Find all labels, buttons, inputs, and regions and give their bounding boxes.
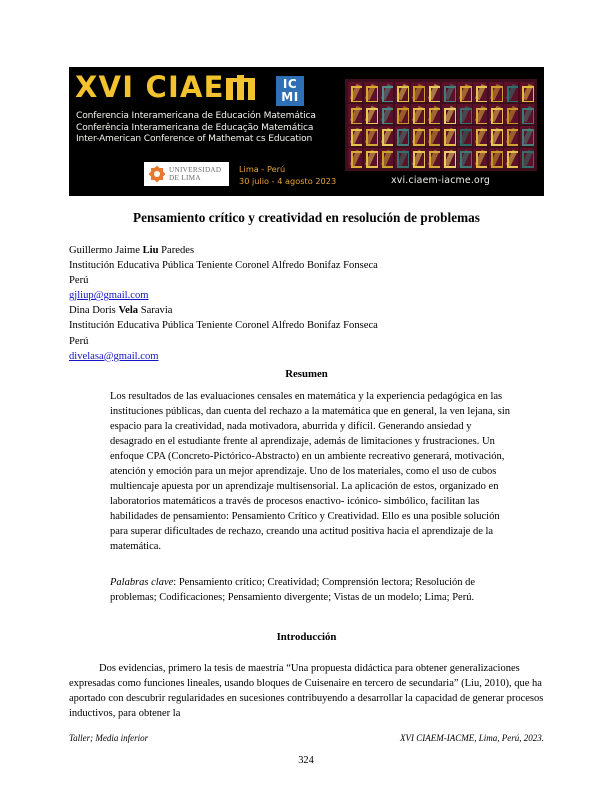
abstract-text: Los resultados de las evaluaciones censales en matemática y la experiencia pedagógica en las instituciones públicas, dan cuenta del rechazo a la matemática que en general, la ven lejana, sin espacio para la creatividad, nada motivadora, aburrida y difícil. Generando ansiedad y desagrado en el estudiante frente al aprendizaje, además de limitaciones y frustraciones. Un enfoque CPA (Concreto-Pictórico-Abstracto) en un ambiente recreativo generará, motivación, atención y emoción para un mejor aprendizaje. Uno de los materiales, como el uso de cubos multiencaje apuesta por un aprendizaje multisensorial. La aplicación de estos, organizado en laboratorios matemáticos a través de procesos enactivo- icónico- simbólico, facilitan las habilidades de pensamiento: Pensamiento Crítico y Creatividad. Ello es una posible solución para superar dificultades de rechazo, creando una actitud positiva hacia el aprendizaje de la matemática. — [110, 391, 510, 553]
author-surname: Liu — [142, 245, 159, 256]
mosaic-tile — [364, 126, 378, 146]
abstract-heading: Resumen — [285, 368, 328, 380]
mosaic-tile — [348, 148, 362, 168]
mosaic-tile — [379, 148, 393, 168]
author-block — [69, 243, 544, 364]
mosaic-tile — [364, 104, 378, 124]
mosaic-tile — [379, 126, 393, 146]
keywords-text: : Pensamiento crítico; Creatividad; Comprensión lectora; Resolución de problemas; Codificaciones; Pensamiento divergente; Vistas de un modelo; Lima; Perú. — [110, 577, 476, 604]
mosaic-tile — [489, 104, 503, 124]
mosaic-tile — [520, 148, 534, 168]
mosaic-tile — [489, 82, 503, 102]
author-country: Perú — [69, 335, 89, 347]
icmi-logo-line1: IC — [282, 77, 298, 91]
banner-dates: 30 julio - 4 agosto 2023 — [239, 176, 337, 186]
mosaic-tile — [504, 82, 518, 102]
mosaic-tile — [473, 104, 487, 124]
mosaic-tile — [348, 126, 362, 146]
mosaic-tile — [364, 82, 378, 102]
mosaic-tile — [504, 148, 518, 168]
author-name — [69, 243, 544, 258]
mosaic-tile — [426, 82, 440, 102]
icmi-logo — [276, 76, 304, 106]
author-email-link[interactable]: divelasa@gmail.com — [69, 350, 159, 362]
andean-mosaic-image — [345, 79, 537, 171]
author-given-name: Dina Doris — [69, 305, 119, 317]
universidad-de-lima-label — [169, 166, 221, 182]
mosaic-tile — [504, 104, 518, 124]
banner-subtitle-es: Conferencia Interamericana de Educación Matemática — [76, 111, 316, 121]
mosaic-tile — [395, 104, 409, 124]
icmi-logo-line2: MI — [281, 90, 299, 104]
author-surname: Vela — [118, 305, 139, 317]
introduction-paragraph: Dos evidencias, primero la tesis de maestría “Una propuesta didáctica para obtener generalizaciones expresadas como funciones lineales, usando bloques de Cuisenaire en tercero de secundaria” (Liu, 2010), que ha aportado con descubrir regularidades en sucesiones contribuyendo a desarrollar la capacidad de generar procesos inductivos, para obtener la — [69, 663, 544, 720]
mosaic-tile — [426, 148, 440, 168]
mosaic-tile — [520, 104, 534, 124]
mosaic-tile — [520, 126, 534, 146]
ciaem-logo-text: XVI CIAE — [75, 70, 225, 104]
mosaic-tile — [489, 126, 503, 146]
mosaic-tile — [395, 126, 409, 146]
mosaic-tile — [457, 104, 471, 124]
mosaic-tile — [379, 104, 393, 124]
banner-subtitle-pt: Conferência Interamericana de Educação Matemática — [76, 122, 314, 133]
conference-url: xvi.ciaem-iacme.org — [390, 175, 491, 186]
mosaic-tile — [348, 104, 362, 124]
universidad-de-lima-logo — [144, 162, 229, 186]
keywords-label: Palabras clave — [110, 577, 174, 588]
mosaic-tile — [411, 148, 425, 168]
footer-right-text: XVI CIAEM-IACME, Lima, Perú, 2023. — [400, 733, 544, 743]
banner-location: Lima - Perú — [239, 164, 286, 174]
mosaic-tile — [442, 82, 456, 102]
mosaic-tile — [473, 148, 487, 168]
mosaic-tile — [473, 126, 487, 146]
mosaic-tile — [364, 148, 378, 168]
mosaic-tile — [379, 82, 393, 102]
mosaic-tile — [504, 126, 518, 146]
keywords-block — [110, 575, 510, 605]
universidad-line1: UNIVERSIDAD — [169, 166, 222, 174]
mosaic-tile — [426, 104, 440, 124]
page-number: 324 — [298, 755, 314, 766]
mosaic-grid — [345, 79, 537, 171]
author-name — [69, 303, 544, 318]
author-email-link[interactable]: gjliup@gmail.com — [69, 290, 149, 302]
mosaic-tile — [348, 82, 362, 102]
universidad-line2: DE LIMA — [169, 174, 201, 182]
mosaic-tile — [411, 104, 425, 124]
mosaic-tile — [457, 148, 471, 168]
mosaic-tile — [457, 82, 471, 102]
mosaic-tile — [411, 126, 425, 146]
sunburst-icon — [148, 166, 165, 183]
banner-left-panel — [69, 67, 337, 196]
conference-banner — [69, 67, 544, 196]
mosaic-tile — [442, 104, 456, 124]
mosaic-tile — [442, 126, 456, 146]
footer-left-text: Taller; Media inferior — [69, 733, 149, 743]
banner-location-dates — [239, 163, 336, 187]
author-institution: Institución Educativa Pública Teniente Coronel Alfredo Bonifaz Fonseca — [69, 320, 378, 332]
author-institution: Institución Educativa Pública Teniente Coronel Alfredo Bonifaz Fonseca — [69, 260, 378, 272]
mosaic-tile — [442, 148, 456, 168]
page-title: Pensamiento crítico y creatividad en resolución de problemas — [133, 210, 480, 225]
author-second-surname: Saravia — [138, 305, 173, 317]
banner-right-panel — [337, 67, 544, 196]
mosaic-tile — [457, 126, 471, 146]
banner-subtitle-en: Inter-American Conference of Mathemat cs Education — [76, 134, 313, 145]
mosaic-tile — [489, 148, 503, 168]
ciaem-logo-m-glyph — [226, 78, 256, 100]
mosaic-tile — [395, 82, 409, 102]
ciaem-logo — [75, 70, 256, 104]
author-second-surname: Paredes — [158, 245, 195, 256]
mosaic-tile — [395, 148, 409, 168]
mosaic-tile — [426, 126, 440, 146]
mosaic-tile — [520, 82, 534, 102]
mosaic-tile — [411, 82, 425, 102]
mosaic-tile — [473, 82, 487, 102]
author-given-name: Guillermo Jaime — [69, 245, 143, 256]
author-country: Perú — [69, 275, 89, 287]
banner-subtitles — [76, 111, 316, 146]
introduction-heading: Introducción — [276, 631, 337, 643]
